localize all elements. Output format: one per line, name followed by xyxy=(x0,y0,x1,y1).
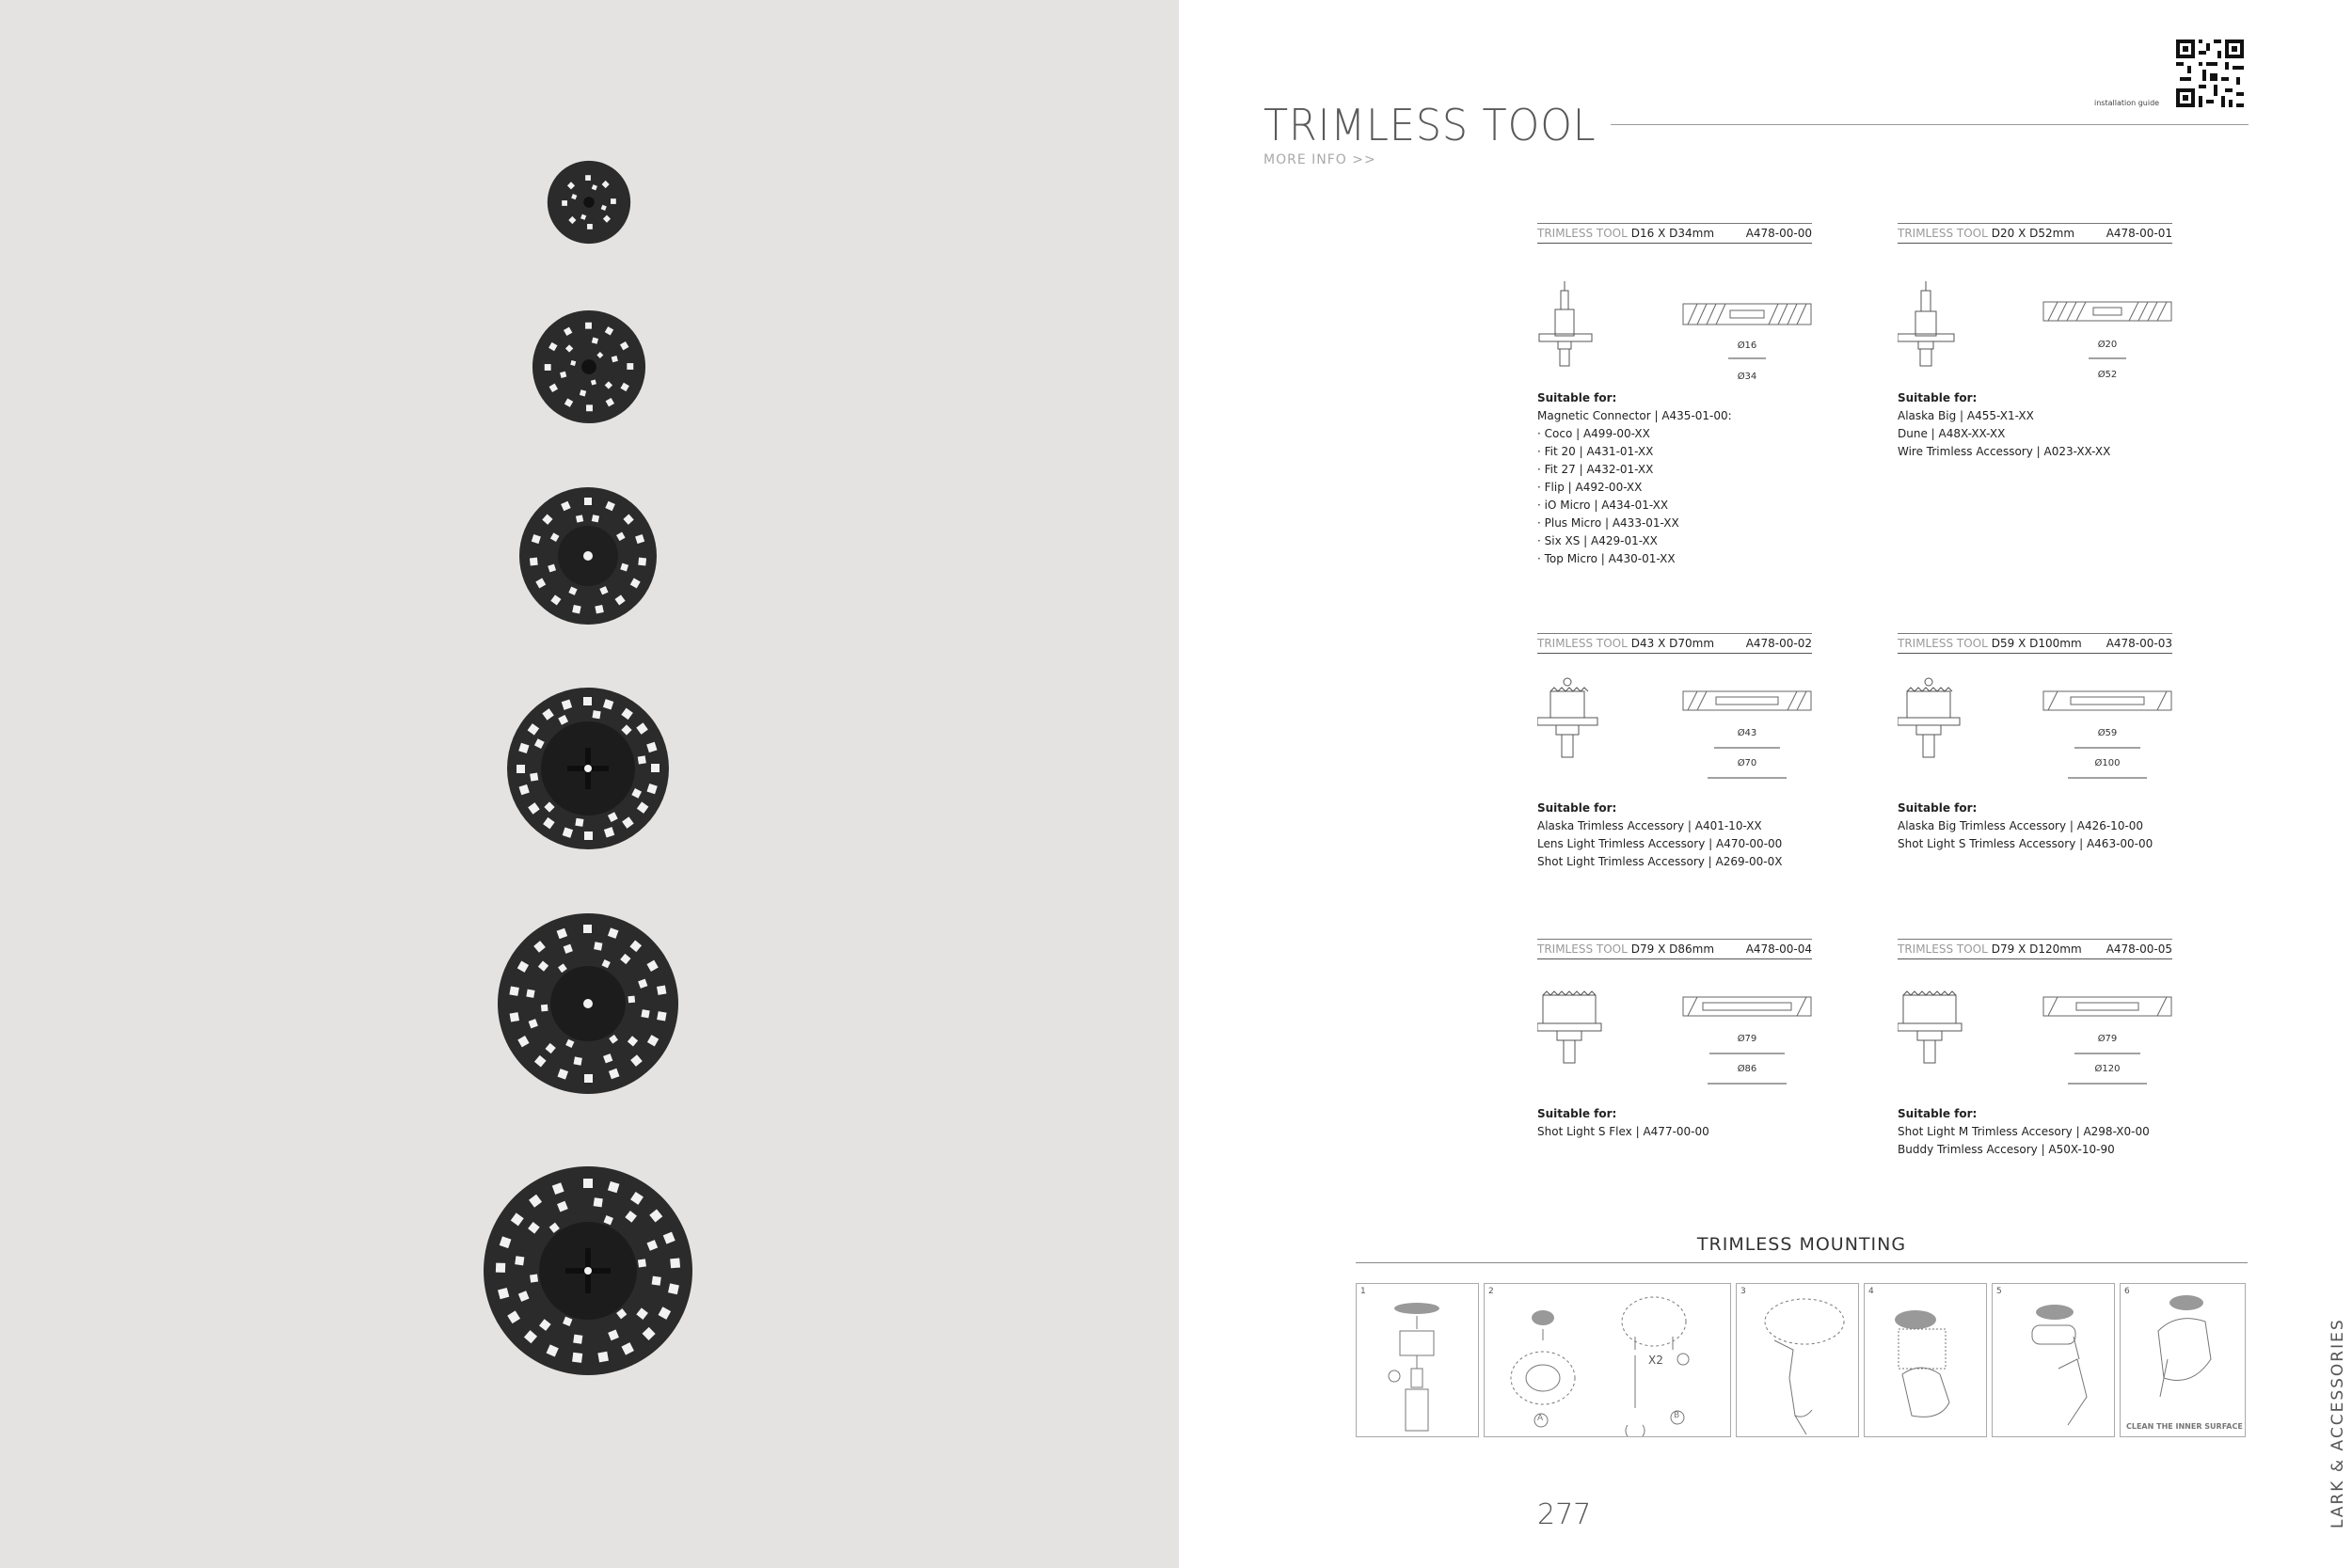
outer-diameter-label: Ø70 xyxy=(1737,758,1757,768)
inner-diameter-label: Ø16 xyxy=(1737,341,1757,351)
mark-b-label: B xyxy=(1674,1411,1680,1420)
outer-diameter-label: Ø100 xyxy=(2094,758,2121,768)
suitable-item: · Six XS | A429-01-XX xyxy=(1537,534,1658,547)
tool-label: TRIMLESS TOOL xyxy=(1898,227,1988,240)
suitable-item: · Top Micro | A430-01-XX xyxy=(1537,552,1676,565)
tool-label: TRIMLESS TOOL xyxy=(1898,942,1988,956)
tool-card-a478-00-01 xyxy=(1898,223,2172,461)
tool-technical-drawing xyxy=(1898,654,2172,800)
mounting-rule xyxy=(1356,1262,2248,1263)
tool-label: TRIMLESS TOOL xyxy=(1898,637,1988,650)
suitable-item: · Coco | A499-00-XX xyxy=(1537,427,1650,440)
suitable-list xyxy=(1898,1105,2172,1159)
tool-technical-drawing xyxy=(1898,959,2172,1105)
mounting-step-1 xyxy=(1356,1283,1479,1437)
suitable-item: Alaska Trimless Accessory | A401-10-XX xyxy=(1537,819,1762,832)
tool-card-a478-00-05 xyxy=(1898,939,2172,1159)
disk-d120 xyxy=(482,1164,694,1377)
inner-diameter-label: Ø43 xyxy=(1737,728,1757,738)
suitable-item: · Fit 27 | A432-01-XX xyxy=(1537,463,1654,476)
outer-diameter-label: Ø86 xyxy=(1737,1064,1757,1074)
suitable-title: Suitable for: xyxy=(1537,801,1617,815)
tool-card-a478-00-04 xyxy=(1537,939,1812,1141)
outer-diameter-label: Ø52 xyxy=(2097,370,2118,380)
suitable-item: · Plus Micro | A433-01-XX xyxy=(1537,516,1679,530)
inner-diameter-label: Ø79 xyxy=(2097,1034,2118,1044)
section-side-label: LARK & ACCESSORIES xyxy=(2328,1318,2347,1528)
disk-d86 xyxy=(496,911,680,1096)
disk-d100 xyxy=(505,686,671,851)
suitable-title: Suitable for: xyxy=(1537,1107,1617,1120)
suitable-list xyxy=(1537,1105,1812,1141)
step-caption: CLEAN THE INNER SURFACE xyxy=(2126,1422,2243,1431)
step-number: 6 xyxy=(2124,1287,2130,1296)
title-rule xyxy=(1611,124,2249,125)
mounting-step-3 xyxy=(1736,1283,1859,1437)
suitable-item: Shot Light S Flex | A477-00-00 xyxy=(1537,1125,1709,1138)
installation-guide-label: installation guide xyxy=(2094,99,2160,107)
tool-code: A478-00-03 xyxy=(2106,637,2172,650)
mounting-title: TRIMLESS MOUNTING xyxy=(1696,1234,1907,1255)
tool-card-header xyxy=(1537,939,1812,959)
tool-code: A478-00-01 xyxy=(2106,227,2172,240)
tool-technical-drawing xyxy=(1537,244,1812,389)
suitable-item: Dune | A48X-XX-XX xyxy=(1898,427,2006,440)
tool-label: TRIMLESS TOOL xyxy=(1537,637,1628,650)
suitable-item: Magnetic Connector | A435-01-00: xyxy=(1537,409,1732,422)
tool-card-a478-00-03 xyxy=(1898,633,2172,853)
more-info-link[interactable]: MORE INFO >> xyxy=(1263,152,1376,167)
tool-code: A478-00-04 xyxy=(1745,942,1812,956)
tool-technical-drawing xyxy=(1537,654,1812,800)
suitable-list xyxy=(1537,389,1812,568)
tool-label: TRIMLESS TOOL xyxy=(1537,227,1628,240)
suitable-item: Shot Light S Trimless Accessory | A463-00-00 xyxy=(1898,837,2153,850)
step-number: 2 xyxy=(1488,1287,1494,1296)
suitable-item: · iO Micro | A434-01-XX xyxy=(1537,499,1669,512)
suitable-item: · Flip | A492-00-XX xyxy=(1537,481,1643,494)
mark-a-label: A xyxy=(1537,1414,1544,1423)
tool-card-a478-00-02 xyxy=(1537,633,1812,871)
disk-d34 xyxy=(544,157,634,247)
suitable-item: · Fit 20 | A431-01-XX xyxy=(1537,445,1654,458)
mounting-step-5 xyxy=(1992,1283,2115,1437)
tool-dimensions: D79 X D86mm xyxy=(1630,942,1715,956)
tool-technical-drawing xyxy=(1898,244,2172,389)
disk-d70 xyxy=(516,484,660,627)
tool-technical-drawing xyxy=(1537,959,1812,1105)
tool-dimensions: D59 X D100mm xyxy=(1991,637,2082,650)
tool-card-header xyxy=(1537,223,1812,244)
page-number: 277 xyxy=(1537,1498,1592,1531)
tool-code: A478-00-05 xyxy=(2106,942,2172,956)
tool-card-header xyxy=(1898,939,2172,959)
tool-label: TRIMLESS TOOL xyxy=(1537,942,1628,956)
suitable-list xyxy=(1537,800,1812,871)
suitable-title: Suitable for: xyxy=(1898,1107,1978,1120)
tool-card-header xyxy=(1898,633,2172,654)
outer-diameter-label: Ø120 xyxy=(2094,1064,2121,1074)
tool-dimensions: D16 X D34mm xyxy=(1630,227,1715,240)
step-number: 3 xyxy=(1740,1287,1746,1296)
suitable-item: Lens Light Trimless Accessory | A470-00-00 xyxy=(1537,837,1783,850)
suitable-title: Suitable for: xyxy=(1898,391,1978,404)
inner-diameter-label: Ø59 xyxy=(2097,728,2118,738)
suitable-list xyxy=(1898,800,2172,853)
tool-card-a478-00-00 xyxy=(1537,223,1812,568)
step-number: 1 xyxy=(1360,1287,1366,1296)
step-number: 4 xyxy=(1868,1287,1874,1296)
suitable-item: Shot Light Trimless Accessory | A269-00-0X xyxy=(1537,855,1783,868)
disk-d52 xyxy=(530,308,648,426)
suitable-item: Buddy Trimless Accesory | A50X-10-90 xyxy=(1898,1143,2115,1156)
tool-card-header xyxy=(1898,223,2172,244)
mounting-step-4 xyxy=(1864,1283,1987,1437)
tool-code: A478-00-00 xyxy=(1745,227,1812,240)
tool-card-header xyxy=(1537,633,1812,654)
inner-diameter-label: Ø79 xyxy=(1737,1034,1757,1044)
tool-dimensions: D43 X D70mm xyxy=(1630,637,1715,650)
tool-code: A478-00-02 xyxy=(1745,637,1812,650)
suitable-item: Alaska Big Trimless Accessory | A426-10-00 xyxy=(1898,819,2144,832)
suitable-item: Shot Light M Trimless Accesory | A298-X0-00 xyxy=(1898,1125,2150,1138)
step-number: 5 xyxy=(1996,1287,2002,1296)
suitable-title: Suitable for: xyxy=(1898,801,1978,815)
outer-diameter-label: Ø34 xyxy=(1737,372,1757,382)
suitable-item: Alaska Big | A455-X1-XX xyxy=(1898,409,2034,422)
mounting-step-2 xyxy=(1484,1283,1731,1437)
qr-code-icon[interactable] xyxy=(2176,40,2244,107)
mounting-step-6 xyxy=(2120,1283,2246,1437)
suitable-list xyxy=(1898,389,2172,461)
inner-diameter-label: Ø20 xyxy=(2097,340,2118,350)
tool-dimensions: D20 X D52mm xyxy=(1991,227,2075,240)
page-title: TRIMLESS TOOL xyxy=(1263,100,1597,150)
suitable-title: Suitable for: xyxy=(1537,391,1617,404)
suitable-item: Wire Trimless Accessory | A023-XX-XX xyxy=(1898,445,2111,458)
tool-dimensions: D79 X D120mm xyxy=(1991,942,2082,956)
quantity-x2-label: X2 xyxy=(1648,1354,1663,1367)
